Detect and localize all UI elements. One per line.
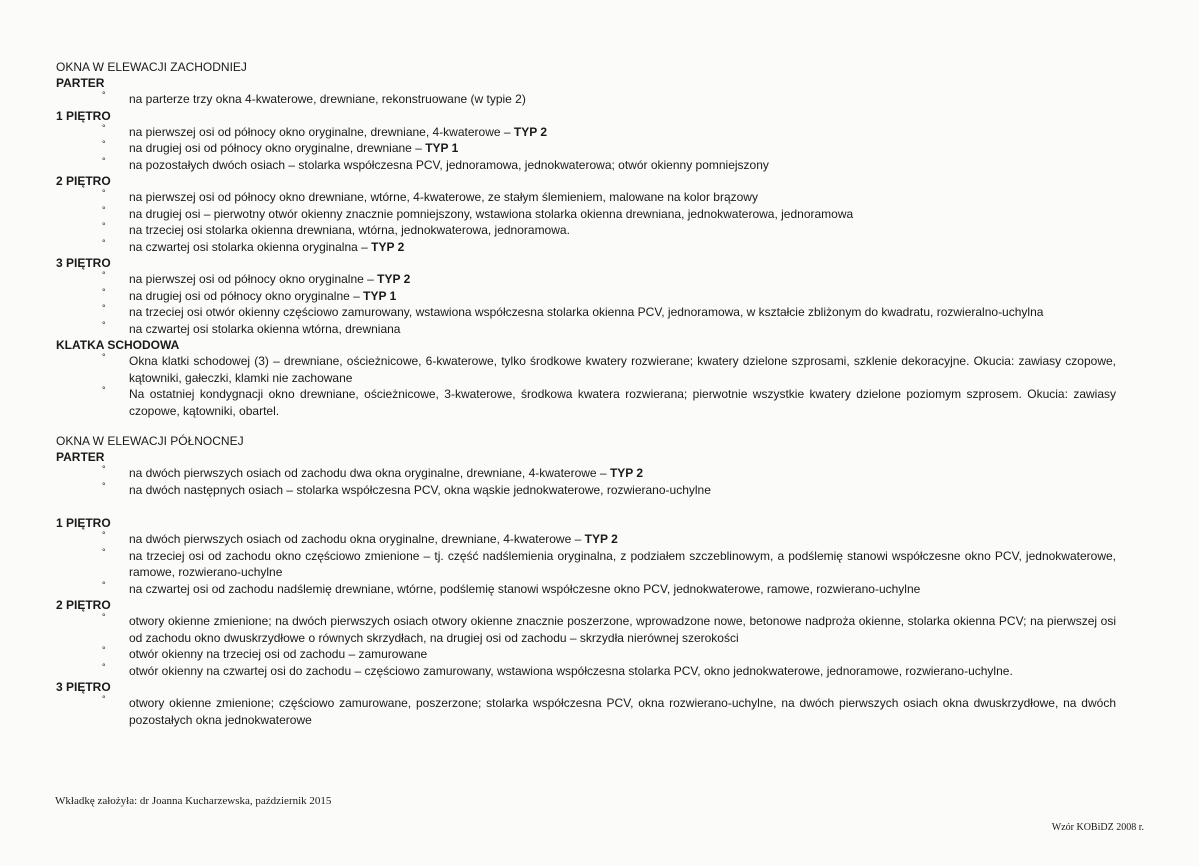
item-list	[56, 465, 1116, 498]
bullet-icon: °	[102, 204, 106, 215]
list-item: ° Okna klatki schodowej (3) – drewniane, ościeżnicowe, 6-kwaterowe, tylko środkowe kwatery rozwierane; kwatery dzielone szprosami, szklenie dekoracyjne. Okucia: zawiasy czopowe, kątowniki, gałeczki, klamki nie zachowane	[56, 353, 1116, 386]
list-item: ° na czwartej osi stolarka okienna oryginalna – TYP 2	[56, 239, 1116, 256]
bullet-icon: °	[102, 546, 106, 557]
item-list	[56, 353, 1116, 419]
list-item: ° otwór okienny na czwartej osi do zachodu – częściowo zamurowany, wstawiona współczesna stolarka PCV, okno jednokwaterowe, jednoramowe, rozwierano-uchylne.	[56, 663, 1116, 680]
item-list	[56, 695, 1116, 728]
level-heading: PARTER	[56, 450, 105, 464]
list-item: ° na dwóch pierwszych osiach od zachodu dwa okna oryginalne, drewniane, 4-kwaterowe – TYP 2	[56, 465, 1116, 482]
list-item: ° na dwóch następnych osiach – stolarka współczesna PCV, okna wąskie jednokwaterowe, rozwierano-uchylne	[56, 482, 1116, 499]
author-note: Wkładkę założyła: dr Joanna Kucharzewska, październik 2015	[55, 795, 332, 807]
bullet-icon: °	[102, 188, 106, 198]
list-item: ° na pierwszej osi od północy okno oryginalne, drewniane, 4-kwaterowe – TYP 2	[56, 124, 1116, 141]
bullet-icon: °	[102, 579, 106, 590]
list-item: ° na dwóch pierwszych osiach od zachodu okna oryginalne, drewniane, 4-kwaterowe – TYP 2	[56, 531, 1116, 548]
list-item: ° na pierwszej osi od północy okno drewniane, wtórne, 4-kwaterowe, ze stałym ślemieniem, malowane na kolor brązowy	[56, 189, 1116, 206]
document-content	[56, 60, 1116, 728]
section-west	[56, 60, 1116, 419]
bullet-icon: °	[102, 480, 106, 491]
bullet-icon: °	[102, 385, 106, 395]
level-heading: 2 PIĘTRO	[56, 598, 111, 612]
bullet-icon: °	[102, 237, 106, 248]
level-heading: 3 PIĘTRO	[56, 256, 111, 270]
level-heading: 1 PIĘTRO	[56, 108, 111, 123]
bullet-icon: °	[102, 155, 106, 166]
list-item: ° Na ostatniej kondygnacji okno drewniane, ościeżnicowe, 3-kwaterowe, środkowa kwatera rozwierana; pierwotnie wszystkie kwatery dzielone poziomym szprosem. Okucia: zawiasy czopowe, kątowniki, obartel.	[56, 386, 1116, 419]
item-list	[56, 613, 1116, 679]
item-list	[56, 189, 1116, 255]
list-item: ° otwory okienne zmienione; częściowo zamurowane, poszerzone; stolarka współczesna PCV, okna rozwierano-uchylne, na dwóch pierwszych osiach okna dwuskrzydłowe, na dwóch pozostałych okna jednokwaterowe	[56, 695, 1116, 728]
list-item: ° na pozostałych dwóch osiach – stolarka współczesna PCV, jednoramowa, jednokwaterowa; otwór okienny pomniejszony	[56, 157, 1116, 174]
template-note: Wzór KOBiDZ 2008 r.	[1051, 822, 1144, 833]
bullet-icon: °	[102, 122, 106, 133]
bullet-icon: °	[102, 286, 106, 297]
bullet-icon: °	[102, 645, 106, 655]
level-heading: 2 PIĘTRO	[56, 174, 111, 188]
list-item: ° na czwartej osi stolarka okienna wtórna, drewniana	[56, 321, 1116, 338]
item-list	[56, 91, 1116, 108]
level-heading: 1 PIĘTRO	[56, 516, 111, 530]
bullet-icon: °	[102, 90, 106, 100]
list-item: ° otwór okienny na trzeciej osi od zachodu – zamurowane	[56, 646, 1116, 663]
bullet-icon: °	[102, 352, 106, 362]
section-title: OKNA W ELEWACJI ZACHODNIEJ	[56, 60, 247, 74]
section-title: OKNA W ELEWACJI PÓŁNOCNEJ	[56, 434, 244, 448]
bullet-icon: °	[102, 694, 106, 704]
item-list	[56, 271, 1116, 337]
bullet-icon: °	[102, 303, 106, 313]
bullet-icon: °	[102, 530, 106, 540]
section-north	[56, 434, 1116, 728]
bullet-icon: °	[102, 221, 106, 231]
item-list	[56, 124, 1116, 174]
level-heading: 3 PIĘTRO	[56, 680, 111, 694]
item-list	[56, 531, 1116, 597]
list-item: ° otwory okienne zmienione; na dwóch pierwszych osiach otwory okienne znacznie poszerzone, wprowadzone nowe, betonowe nadproża okienne, stolarka okienna PCV; na pierwszej osi od zachodu okno dwuskrzydłowe o równych skrzydłach, na drugiej osi od zachodu – skrzydła nierównej szerokości	[56, 613, 1116, 646]
bullet-icon: °	[102, 319, 106, 330]
list-item: ° na parterze trzy okna 4-kwaterowe, drewniane, rekonstruowane (w typie 2)	[56, 91, 1116, 108]
list-item: ° na pierwszej osi od północy okno oryginalne – TYP 2	[56, 271, 1116, 288]
bullet-icon: °	[102, 612, 106, 622]
level-heading: KLATKA SCHODOWA	[56, 338, 180, 352]
bullet-icon: °	[102, 139, 106, 149]
list-item: ° na drugiej osi – pierwotny otwór okienny znacznie pomniejszony, wstawiona stolarka okienna drewniana, jednokwaterowa, jednoramowa	[56, 206, 1116, 223]
bullet-icon: °	[102, 464, 106, 474]
list-item: ° na drugiej osi od północy okno oryginalne, drewniane – TYP 1	[56, 140, 1116, 157]
bullet-icon: °	[102, 661, 106, 672]
list-item: ° na trzeciej osi otwór okienny częściowo zamurowany, wstawiona współczesna stolarka okienna PCV, jednoramowa, w kształcie zbliżonym do kwadratu, rozwieralno-uchylna	[56, 304, 1116, 321]
list-item: ° na trzeciej osi stolarka okienna drewniana, wtórna, jednokwaterowa, jednoramowa.	[56, 222, 1116, 239]
bullet-icon: °	[102, 270, 106, 280]
level-heading: PARTER	[56, 76, 105, 90]
list-item: ° na trzeciej osi od zachodu okno częściowo zmienione – tj. część nadślemienia oryginalna, z podziałem szczeblinowym, a podślemię stanowi współczesne okno PCV, jednokwaterowe, ramowe, rozwierano-uchylne	[56, 548, 1116, 581]
list-item: ° na czwartej osi od zachodu nadślemię drewniane, wtórne, podślemię stanowi współczesne okno PCV, jednokwaterowe, ramowe, rozwierano-uchylne	[56, 581, 1116, 598]
list-item: ° na drugiej osi od północy okno oryginalne – TYP 1	[56, 288, 1116, 305]
